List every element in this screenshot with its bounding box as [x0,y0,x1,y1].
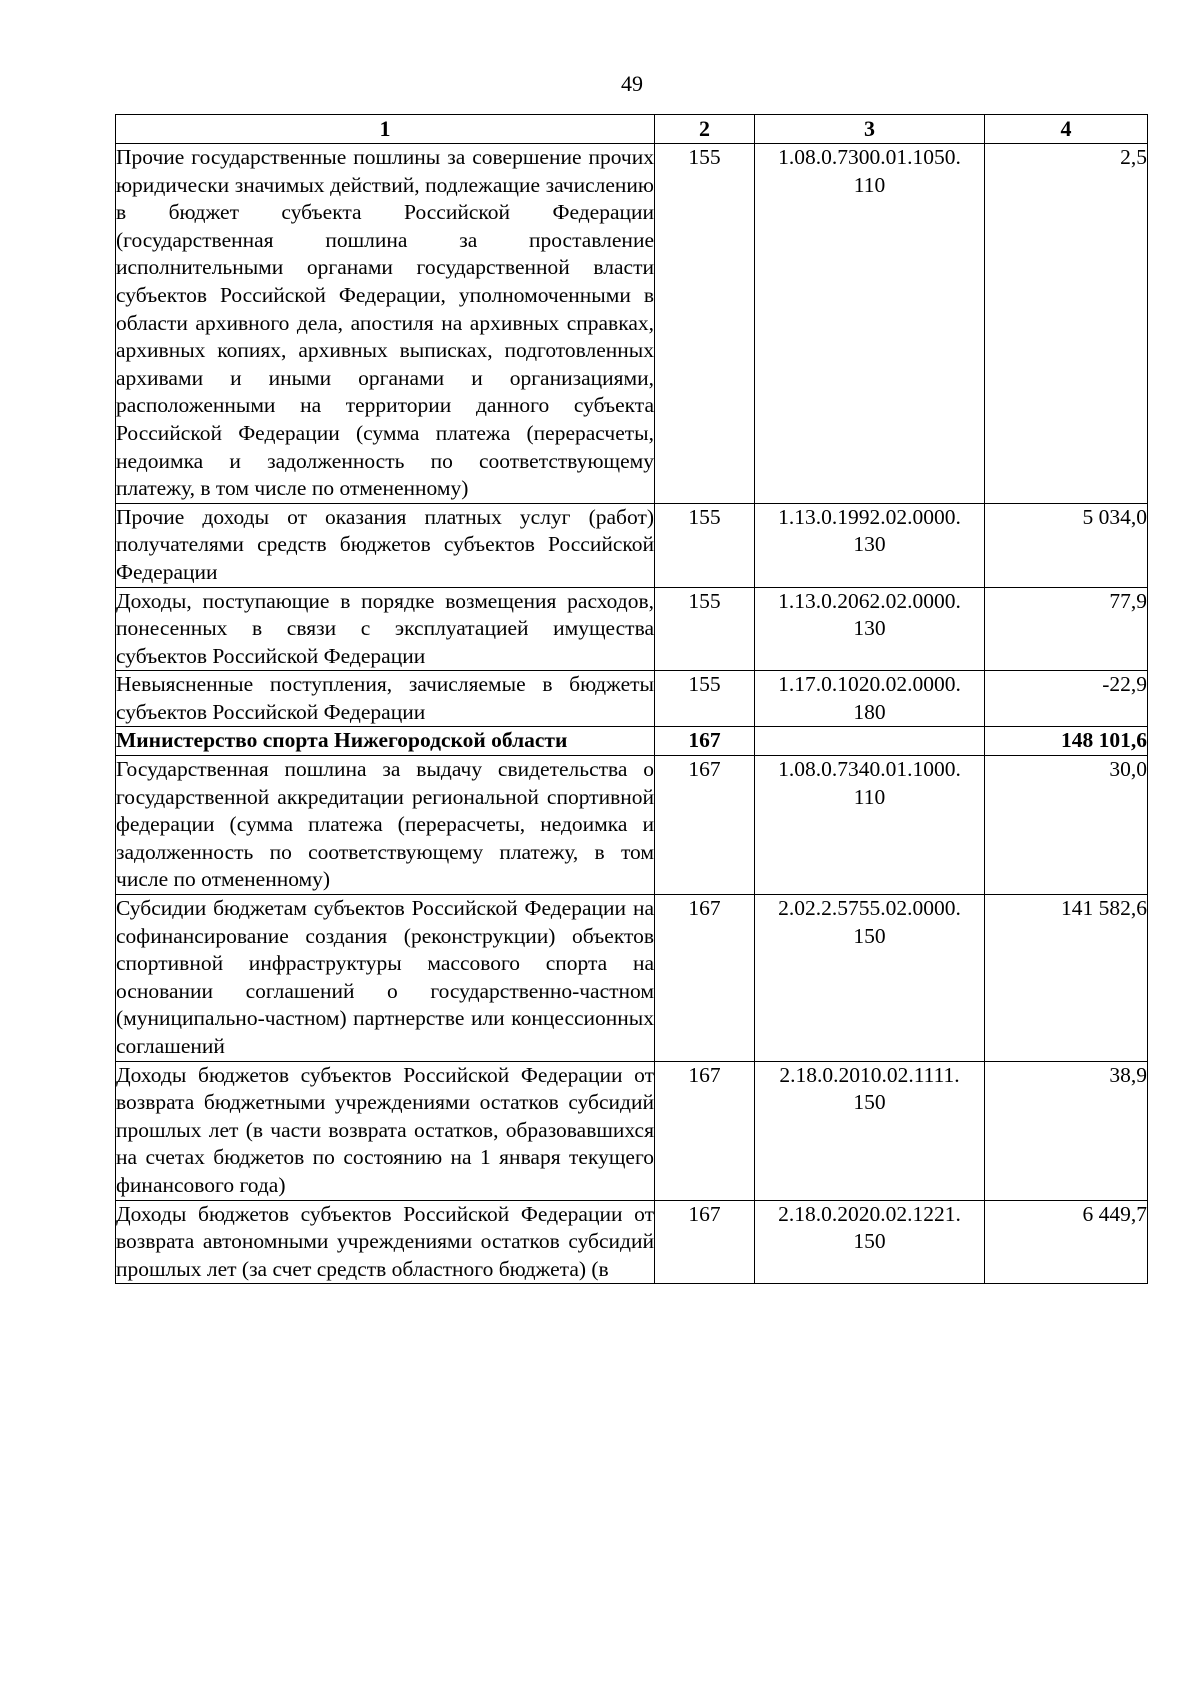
table-row [116,756,1148,895]
page-number: 49 [621,71,643,96]
budget-code-line-2: 150 [853,1229,886,1254]
revenue-name-cell: Прочие государственные пошлины за совершение прочих юридически значимых действий, подлежащие зачислению в бюджет субъекта Российской Федерации (государственная пошлина за проставление исполнительными органами государственной власти субъектов Российской Федерации, уполномоченными в области архивного дела, апостиля на архивных справках, архивных копиях, архивных выписках, подготовленных архивами и иными органами и организациями, расположенными на территории данного субъекта Российской Федерации (сумма платежа (перерасчеты, недоимка и задолженность по соответствующему платежу, в том числе по отмененному) [116,144,655,504]
budget-code-line-2: 130 [853,532,886,557]
admin-code-cell: 167 [655,756,755,895]
table-body [116,144,1148,1284]
budget-code-line-1: 2.02.2.5755.02.0000. [778,896,961,921]
budget-code-cell [755,587,985,671]
budget-code-line-1: 2.18.0.2020.02.1221. [778,1201,961,1226]
amount-cell: 148 101,6 [985,727,1148,756]
budget-code-cell [755,895,985,1062]
admin-code-cell: 155 [655,671,755,727]
table-header-row [116,115,1148,144]
revenue-table [115,114,1148,1284]
amount-cell: -22,9 [985,671,1148,727]
table-row [116,895,1148,1062]
budget-code-line-2: 150 [853,923,886,948]
revenue-name-cell: Субсидии бюджетам субъектов Российской Федерации на софинансирование создания (реконструкции) объектов спортивной инфраструктуры массового спорта на основании соглашений о государственно-частном (муниципально-частном) партнерстве или концессионных соглашений [116,895,655,1062]
budget-code-line-1: 1.13.0.2062.02.0000. [778,588,961,613]
admin-code-cell: 155 [655,503,755,587]
admin-code-cell: 167 [655,1200,755,1284]
admin-code-cell: 155 [655,144,755,504]
budget-code-line-1: 1.13.0.1992.02.0000. [778,504,961,529]
budget-code-line-2: 110 [853,172,886,197]
table-row [116,144,1148,504]
admin-code-cell: 167 [655,1061,755,1200]
revenue-name-cell: Государственная пошлина за выдачу свидетельства о государственной аккредитации региональной спортивной федерации (сумма платежа (перерасчеты, недоимка и задолженность по соответствующему платежу, в том числе по отмененному) [116,756,655,895]
revenue-name-cell: Прочие доходы от оказания платных услуг (работ) получателями средств бюджетов субъектов Российской Федерации [116,503,655,587]
budget-code-cell [755,144,985,504]
table-row [116,1061,1148,1200]
amount-cell: 5 034,0 [985,503,1148,587]
budget-code-cell [755,727,985,756]
budget-code-cell [755,1061,985,1200]
budget-code-cell [755,1200,985,1284]
revenue-name-cell: Доходы, поступающие в порядке возмещения расходов, понесенных в связи с эксплуатацией имущества субъектов Российской Федерации [116,587,655,671]
budget-code-cell [755,671,985,727]
budget-code-line-2: 150 [853,1090,886,1115]
amount-cell: 30,0 [985,756,1148,895]
table-row [116,503,1148,587]
column-header-3: 3 [755,115,985,144]
revenue-name-cell: Доходы бюджетов субъектов Российской Федерации от возврата автономными учреждениями остатков субсидий прошлых лет (за счет средств областного бюджета) (в [116,1200,655,1284]
budget-code-line-2: 130 [853,616,886,641]
table-row [116,1200,1148,1284]
revenue-name-cell: Невыясненные поступления, зачисляемые в бюджеты субъектов Российской Федерации [116,671,655,727]
budget-code-line-1: 1.08.0.7300.01.1050. [778,145,961,169]
amount-cell: 2,5 [985,144,1148,504]
budget-code-line-1: 1.08.0.7340.01.1000. [778,757,961,782]
amount-cell: 6 449,7 [985,1200,1148,1284]
ministry-name-cell: Министерство спорта Нижегородской области [116,727,655,756]
revenue-name-cell: Доходы бюджетов субъектов Российской Федерации от возврата бюджетными учреждениями остатков субсидий прошлых лет (в части возврата остатков, образовавшихся на счетах бюджетов по состоянию на 1 января текущего финансового года) [116,1061,655,1200]
budget-code-line-1: 1.17.0.1020.02.0000. [778,672,961,697]
amount-cell: 141 582,6 [985,895,1148,1062]
admin-code-cell: 167 [655,895,755,1062]
column-header-1: 1 [116,115,655,144]
amount-cell: 38,9 [985,1061,1148,1200]
budget-code-cell [755,756,985,895]
admin-code-cell: 155 [655,587,755,671]
amount-cell: 77,9 [985,587,1148,671]
table-row [116,587,1148,671]
column-header-2: 2 [655,115,755,144]
table-row-ministry [116,727,1148,756]
table-row [116,671,1148,727]
budget-code-cell [755,503,985,587]
admin-code-cell: 167 [655,727,755,756]
budget-code-line-2: 180 [853,699,886,724]
budget-code-line-2: 110 [853,784,886,809]
budget-code-line-1: 2.18.0.2010.02.1111. [779,1062,960,1087]
column-header-4: 4 [985,115,1148,144]
